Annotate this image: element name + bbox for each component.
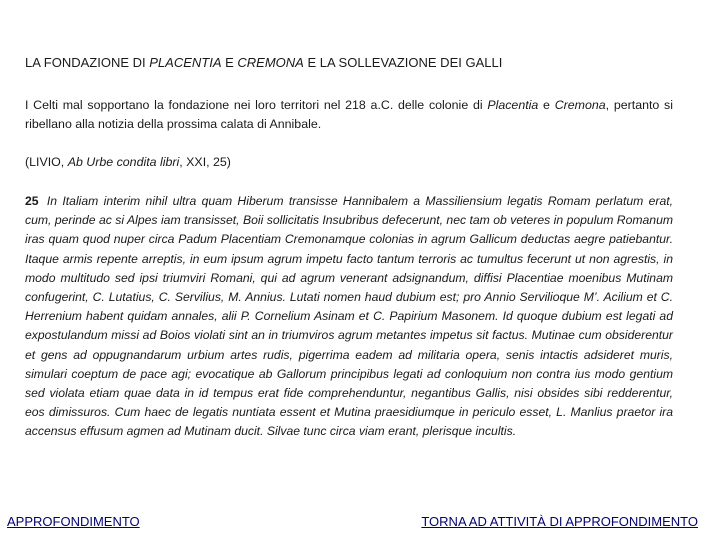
title-city-cremona: CREMONA bbox=[237, 55, 304, 70]
latin-passage-text: In Italiam interim nihil ultra quam Hiberum transisse Hannibalem a Massiliensium legatis Romam perlatum erat, cum, perinde ac si Alpes iam transisset, Boii sollicitatis Insubribus defecerunt, nec tam ob veteres in populum Romanum iras quam quod nuper circa Padum Placentiam Cremonamque colonias in agrum Gallicum deductas aegre patiebantur. Itaque armis repente arreptis, in eum ipsum agrum impetu facto tantum terroris ac tumultus fecerunt ut non agrestis, in modo multitudo sed ipsi triumviri Romani, qui ad agrum venerant adsignandum, diffisi Placentiae moenibus Mutinam confugerint, C. Lutatius, C. Servilius, M. Annius. Lutati nomen haud dubium est; pro Annio Servilioque M’. Acilium et C. Herrenium habent quidam annales, alii P. Cornelium Asinam et C. Papirium Masonem. Id quoque dubium est legati ad expostulandum missi ad Boios violati sint an in triumviros agrum metantes impetus sit factus. Mutinae cum obsiderentur et gens ad oppugnandarum urbium artes rudis, pigerrima eadem ad militaria opera, senis intactis adsideret muris, simulari coeptum de pace agi; evocatique ab Gallorum principibus legati ad conloquium non contra ius modo gentium sed violata etiam quae data in id tempus erat fide comprehenduntur, negantibus Gallis, nisi obsides sibi redderentur, eos dimissuros. Cum haec de legatis nuntiata essent et Mutina praesidiumque in periculo esset, L. Manlius praetor ira accensus effusum agmen ad Mutinam ducit. Silvae tunc circa viam erant, plerisque incultis. bbox=[25, 194, 673, 439]
intro-paragraph bbox=[25, 96, 673, 134]
intro-text-b: e bbox=[538, 98, 555, 112]
intro-city-cremona: Cremona bbox=[554, 98, 606, 112]
intro-city-placentia: Placentia bbox=[487, 98, 539, 112]
title-suffix: E LA SOLLEVAZIONE DEI GALLI bbox=[303, 55, 503, 70]
approfondimento-link[interactable]: APPROFONDIMENTO bbox=[7, 514, 140, 529]
title-prefix: LA FONDAZIONE DI bbox=[25, 55, 150, 70]
title-mid: E bbox=[221, 55, 238, 70]
intro-text-a: I Celti mal sopportano la fondazione nei loro territori nel 218 a.C. delle colonie di bbox=[25, 98, 488, 112]
source-open: (LIVIO, bbox=[25, 155, 68, 169]
return-to-activity-link[interactable]: TORNA AD ATTIVITÀ DI APPROFONDIMENTO bbox=[421, 514, 698, 529]
chapter-number: 25 bbox=[25, 194, 39, 208]
source-work-title: Ab Urbe condita libri bbox=[67, 155, 180, 169]
latin-passage bbox=[25, 192, 673, 442]
intro-text-c: , pertanto si ribellano alla notizia della prossima calata di Annibale. bbox=[25, 98, 673, 131]
source-citation bbox=[25, 154, 673, 170]
source-close: , XXI, 25) bbox=[179, 155, 231, 169]
page-title bbox=[25, 55, 695, 71]
title-city-placentia: PLACENTIA bbox=[149, 55, 222, 70]
